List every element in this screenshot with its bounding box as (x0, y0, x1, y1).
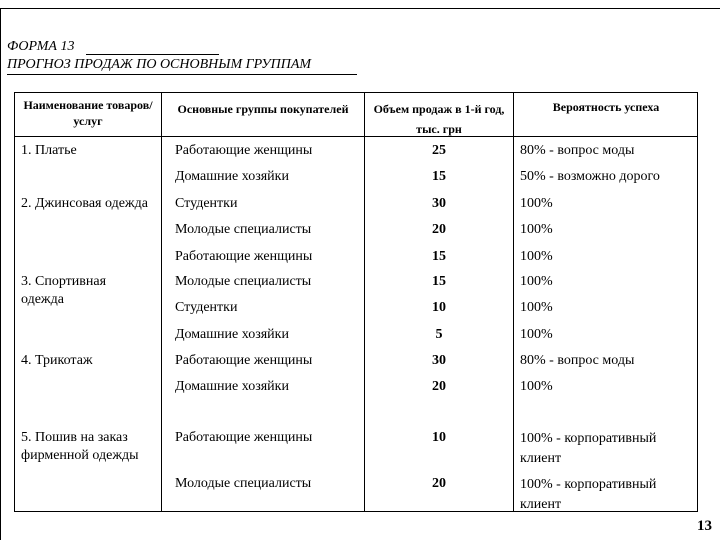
sales-volume: 25 (432, 143, 446, 158)
product-name: 1. Платье (21, 143, 77, 158)
left-border (0, 8, 1, 540)
header-product: Наименование товаров/услуг (23, 98, 153, 128)
product-name: 4. Трикотаж (21, 353, 93, 368)
sales-volume: 15 (432, 169, 446, 184)
customer-group: Домашние хозяйки (175, 169, 289, 184)
success-probability: 100% - корпоративный клиент (520, 477, 657, 512)
sales-volume: 15 (432, 249, 446, 264)
success-probability: 50% - возможно дорого (520, 169, 660, 184)
customer-group: Домашние хозяйки (175, 379, 289, 394)
customer-group: Работающие женщины (175, 143, 313, 158)
customer-group: Молодые специалисты (175, 274, 312, 289)
header-probability: Вероятность успеха (552, 100, 660, 114)
success-probability: 100% (520, 300, 553, 315)
customer-group: Студентки (175, 196, 238, 211)
customer-group: Студентки (175, 300, 238, 315)
sales-volume: 20 (432, 222, 446, 237)
success-probability: 80% - вопрос моды (520, 353, 635, 368)
product-name: 3. Спортивная одежда (21, 274, 107, 307)
title-underline (7, 74, 357, 75)
success-probability: 100% (520, 249, 553, 264)
success-probability: 100% (520, 222, 553, 237)
success-probability: 100% (520, 196, 553, 211)
success-probability: 100% (520, 274, 553, 289)
success-probability: 80% - вопрос моды (520, 143, 635, 158)
customer-group: Молодые специалисты (175, 476, 312, 491)
sales-volume: 30 (432, 196, 446, 211)
customer-group: Молодые специалисты (175, 222, 312, 237)
customer-group: Домашние хозяйки (175, 327, 289, 342)
header-divider (15, 136, 697, 137)
forecast-table (14, 92, 698, 512)
header-customer-group: Основные группы покупателей (177, 102, 349, 116)
sales-volume: 30 (432, 353, 446, 368)
success-probability: 100% (520, 327, 553, 342)
success-probability: 100% (520, 379, 553, 394)
top-border (0, 8, 720, 9)
form-underline (86, 54, 219, 55)
column-divider (161, 93, 162, 511)
customer-group: Работающие женщины (175, 249, 313, 264)
column-divider (364, 93, 365, 511)
header-sales-volume: Объем продаж в 1-й год, тыс. грн (373, 102, 505, 136)
sales-volume: 5 (435, 327, 443, 342)
page-number: 13 (697, 518, 712, 534)
product-name: 5. Пошив на заказ фирменной одежды (21, 430, 139, 463)
page-title: ПРОГНОЗ ПРОДАЖ ПО ОСНОВНЫМ ГРУППАМ (7, 57, 312, 72)
sales-volume: 10 (432, 430, 446, 445)
sales-volume: 10 (432, 300, 446, 315)
customer-group: Работающие женщины (175, 353, 313, 368)
sales-volume: 20 (432, 379, 446, 394)
column-divider (513, 93, 514, 511)
product-name: 2. Джинсовая одежда (21, 196, 148, 211)
success-probability: 100% - корпоративный клиент (520, 431, 657, 466)
customer-group: Работающие женщины (175, 430, 313, 445)
form-label: ФОРМА 13 (7, 39, 75, 54)
sales-volume: 15 (432, 274, 446, 289)
sales-volume: 20 (432, 476, 446, 491)
